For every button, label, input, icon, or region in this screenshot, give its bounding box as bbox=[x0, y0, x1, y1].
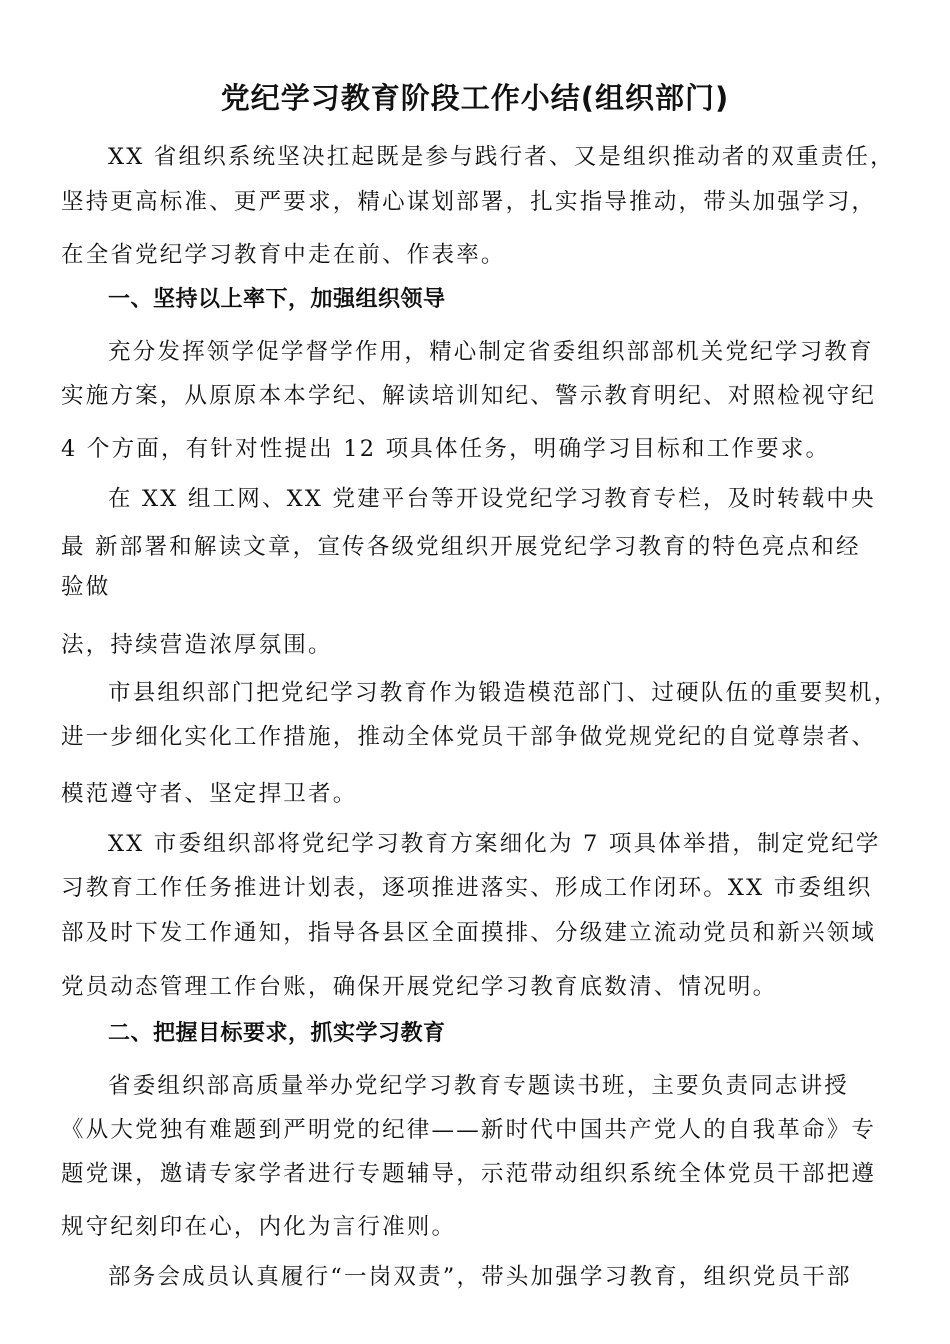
paragraph-line: 法，持续营造浓厚氛围。 bbox=[61, 632, 333, 658]
paragraph-line: 验做 bbox=[61, 574, 111, 600]
paragraph-line: 模范遵守者、坚定捍卫者。 bbox=[61, 781, 358, 807]
paragraph-line: 省委组织部高质量举办党纪学习教育专题读书班，主要负责同志讲授 bbox=[108, 1073, 850, 1099]
paragraph-line: 规守纪刻印在心，内化为言行准则。 bbox=[61, 1214, 457, 1240]
section-heading-2: 二、把握目标要求，抓实学习教育 bbox=[108, 1021, 446, 1046]
paragraph-line: 在全省党纪学习教育中走在前、作表率。 bbox=[61, 242, 506, 268]
paragraph-line: 党员动态管理工作台账，确保开展党纪学习教育底数清、情况明。 bbox=[61, 974, 778, 1000]
section-heading-1: 一、坚持以上率下，加强组织领导 bbox=[108, 287, 446, 312]
paragraph-line: 习教育工作任务推进计划表，逐项推进落实、形成工作闭环。XX 市委组织 bbox=[61, 875, 873, 901]
paragraph-line: 部务会成员认真履行“一岗双责”，带头加强学习教育，组织党员干部 bbox=[108, 1264, 852, 1290]
paragraph-line: 进一步细化实化工作措施，推动全体党员干部争做党规党纪的自觉尊崇者、 bbox=[61, 724, 877, 750]
paragraph-line: 市县组织部门把党纪学习教育作为锻造模范部门、过硬队伍的重要契机， bbox=[108, 680, 899, 706]
paragraph-line: 部及时下发工作通知，指导各县区全面摸排、分级建立流动党员和新兴领域 bbox=[61, 920, 877, 946]
document-title: 党纪学习教育阶段工作小结(组织部门) bbox=[220, 81, 730, 115]
paragraph-line: 《从大党独有难题到严明党的纪律——新时代中国共产党人的自我革命》专 bbox=[61, 1117, 877, 1143]
paragraph-line: 坚持更高标准、更严要求，精心谋划部署，扎实指导推动，带头加强学习， bbox=[61, 189, 877, 215]
paragraph-line: XX 市委组织部将党纪学习教育方案细化为 7 项具体举措，制定党纪学 bbox=[108, 831, 881, 857]
paragraph-line: 在 XX 组工网、XX 党建平台等开设党纪学习教育专栏，及时转载中央 bbox=[108, 486, 876, 512]
paragraph-line: 充分发挥领学促学督学作用，精心制定省委组织部部机关党纪学习教育 bbox=[108, 339, 874, 365]
paragraph-line: 4 个方面，有针对性提出 12 项具体任务，明确学习目标和工作要求。 bbox=[61, 436, 831, 462]
paragraph-line: XX 省组织系统坚决扛起既是参与践行者、又是组织推动者的双重责任， bbox=[108, 144, 895, 170]
paragraph-line: 最 新部署和解读文章，宣传各级党组织开展党纪学习教育的特色亮点和经 bbox=[61, 534, 861, 560]
paragraph-line: 实施方案，从原原本本学纪、解读培训知纪、警示教育明纪、对照检视守纪 bbox=[61, 383, 877, 409]
paragraph-line: 题党课，邀请专家学者进行专题辅导，示范带动组织系统全体党员干部把遵 bbox=[61, 1161, 877, 1187]
